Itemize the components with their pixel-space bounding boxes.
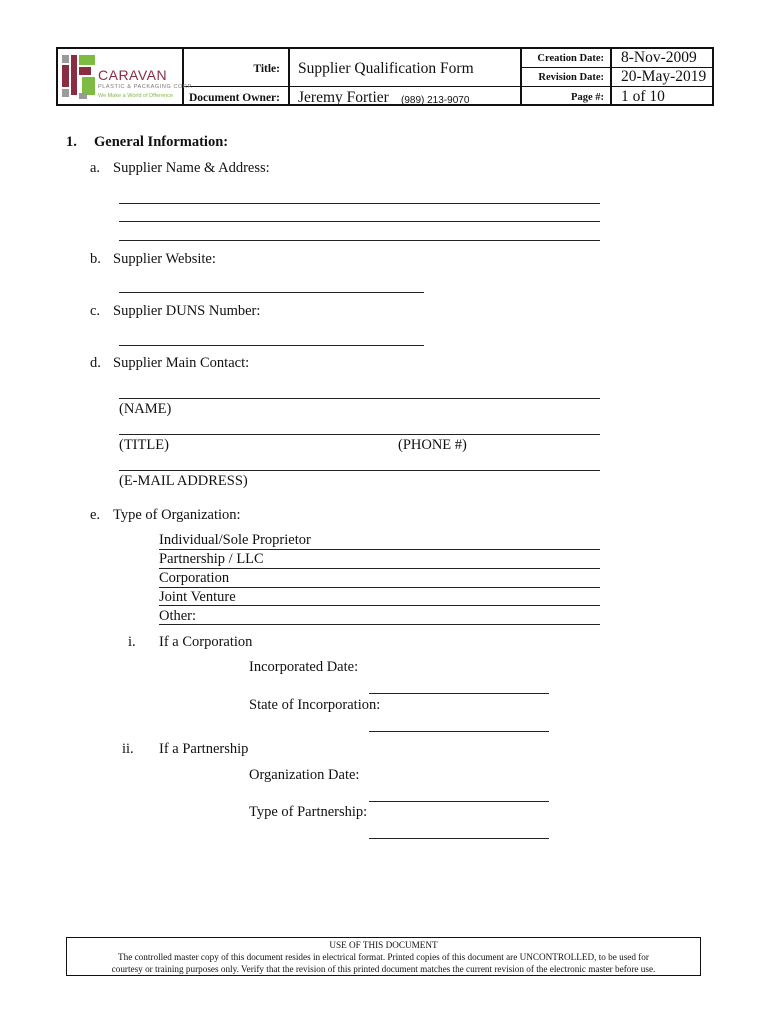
supplier-name-line[interactable] <box>119 203 600 204</box>
header-row-divider <box>182 86 712 87</box>
company-logo <box>60 53 194 103</box>
contact-email-caption: (E-MAIL ADDRESS) <box>119 473 248 489</box>
supplier-name-label: Supplier Name & Address: <box>113 160 270 176</box>
contact-name-caption: (NAME) <box>119 401 172 417</box>
header-divider <box>288 49 290 104</box>
option-line <box>159 624 600 625</box>
item-marker-a: a. <box>90 160 101 176</box>
item-marker-c: c. <box>90 303 101 319</box>
header-divider <box>520 49 522 104</box>
incorporated-date-label: Incorporated Date: <box>249 659 359 675</box>
title-value: Supplier Qualification Form <box>298 60 474 77</box>
footer-line: courtesy or training purposes only. Verify that the revision of this printed document matches the current revision of the electronic master before use. <box>111 964 656 974</box>
organization-type-label: Type of Organization: <box>113 507 241 523</box>
option-corporation[interactable]: Corporation <box>159 570 230 586</box>
creation-date-value: 8-Nov-2009 <box>621 49 697 66</box>
owner-value: Jeremy Fortier <box>298 89 389 106</box>
duns-number-label: Supplier DUNS Number: <box>113 303 261 319</box>
owner-phone: (989) 213-9070 <box>401 95 470 106</box>
section-number: 1. <box>66 134 77 150</box>
logo-tagline: We Make a World of Dfference <box>98 93 173 99</box>
document-header <box>56 47 714 106</box>
supplier-website-label: Supplier Website: <box>113 251 216 267</box>
subitem-marker-i: i. <box>128 634 136 650</box>
supplier-website-line[interactable] <box>119 292 424 293</box>
option-line <box>159 568 600 569</box>
footer-line: The controlled master copy of this document resides in electrical format. Printed copies of this document are UNCONTROLLED, to be used for <box>118 952 649 962</box>
contact-email-line[interactable] <box>119 470 600 471</box>
footer-title: USE OF THIS DOCUMENT <box>329 940 438 950</box>
item-marker-e: e. <box>90 507 101 523</box>
corporation-subheading: If a Corporation <box>159 634 253 650</box>
item-marker-b: b. <box>90 251 101 267</box>
subitem-marker-ii: ii. <box>122 741 134 757</box>
option-line <box>159 587 600 588</box>
document-footer <box>66 937 701 976</box>
option-sole-proprietor[interactable]: Individual/Sole Proprietor <box>159 532 311 548</box>
revision-date-label: Revision Date: <box>538 72 604 83</box>
logo-subline: PLASTIC & PACKAGING CORP. <box>98 84 194 90</box>
option-line <box>159 605 600 606</box>
organization-date-label: Organization Date: <box>249 767 360 783</box>
duns-number-line[interactable] <box>119 345 424 346</box>
partnership-subheading: If a Partnership <box>159 741 249 757</box>
partnership-type-line[interactable] <box>369 838 549 839</box>
partnership-type-label: Type of Partnership: <box>249 804 368 820</box>
page-number-value: 1 of 10 <box>621 88 665 105</box>
revision-date-value: 20-May-2019 <box>621 68 707 85</box>
creation-date-label: Creation Date: <box>537 53 604 64</box>
option-other[interactable]: Other: <box>159 608 197 624</box>
state-of-incorporation-line[interactable] <box>369 731 549 732</box>
main-contact-label: Supplier Main Contact: <box>113 355 250 371</box>
logo-brand: CARAVAN <box>98 67 168 83</box>
supplier-address-line[interactable] <box>119 221 600 222</box>
organization-date-line[interactable] <box>369 801 549 802</box>
option-joint-venture[interactable]: Joint Venture <box>159 589 236 605</box>
option-line <box>159 549 600 550</box>
contact-name-line[interactable] <box>119 398 600 399</box>
state-of-incorporation-label: State of Incorporation: <box>249 697 381 713</box>
header-divider <box>610 49 612 104</box>
item-marker-d: d. <box>90 355 101 371</box>
contact-title-phone-line[interactable] <box>119 434 600 435</box>
contact-phone-caption: (PHONE #) <box>398 437 467 453</box>
title-label: Title: <box>253 63 280 75</box>
option-partnership-llc[interactable]: Partnership / LLC <box>159 551 264 567</box>
page-number-label: Page #: <box>571 92 604 103</box>
supplier-address-line[interactable] <box>119 240 600 241</box>
incorporated-date-line[interactable] <box>369 693 549 694</box>
section-title: General Information: <box>94 134 229 150</box>
contact-title-caption: (TITLE) <box>119 437 169 453</box>
owner-label: Document Owner: <box>188 92 280 104</box>
